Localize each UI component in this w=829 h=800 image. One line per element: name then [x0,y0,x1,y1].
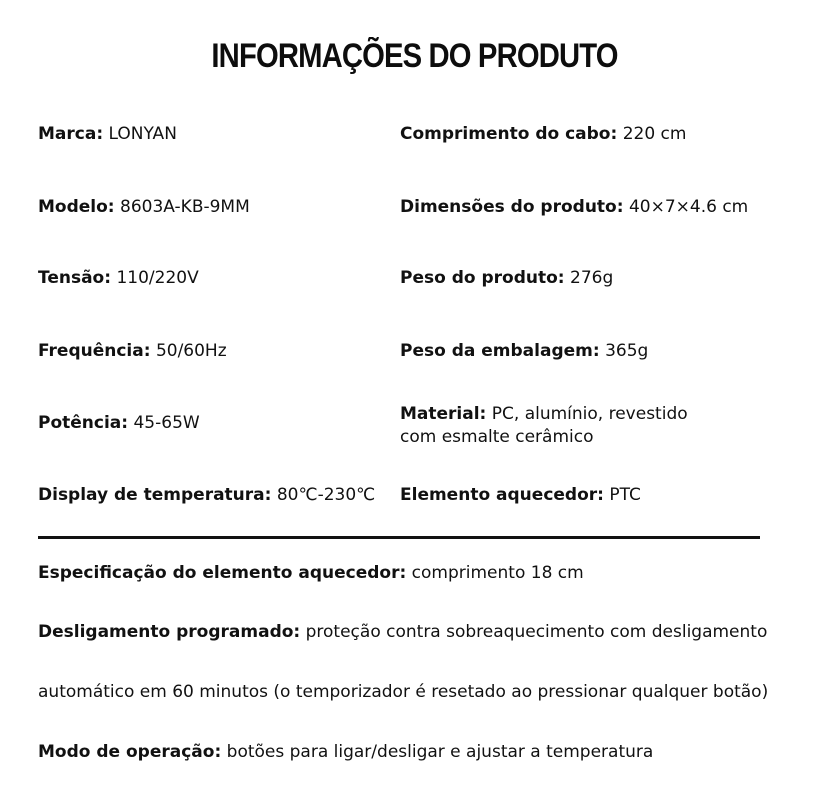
spec-cable-length [400,123,686,146]
spec-label: Elemento aquecedor: [400,485,604,505]
spec-value: 276g [570,268,614,288]
spec-label: Frequência: [38,341,151,361]
spec-label: Marca: [38,124,104,144]
spec-label: Display de temperatura: [38,485,272,505]
spec-value: 110/220V [116,268,199,288]
detail-programmed-shutdown [38,621,767,644]
spec-label: Peso da embalagem: [400,341,600,361]
detail-value: comprimento 18 cm [411,563,584,583]
spec-product-weight [400,267,613,290]
spec-value: PTC [609,485,641,505]
detail-value: proteção contra sobreaquecimento com desligamento [305,622,768,642]
spec-package-weight [400,340,648,363]
detail-heating-element-spec [38,562,584,585]
spec-value: 220 cm [622,124,687,144]
spec-value-continued: com esmalte cerâmico [400,427,594,447]
spec-value: 45-65W [133,413,200,433]
spec-material [400,403,688,449]
spec-voltage [38,267,199,290]
detail-value: automático em 60 minutos (o temporizador é resetado ao pressionar qualquer botão) [38,682,769,702]
spec-value: 8603A-KB-9MM [120,197,250,217]
spec-power [38,412,200,435]
spec-value: 50/60Hz [155,341,227,361]
spec-value: 365g [605,341,649,361]
spec-dimensions [400,196,748,219]
spec-model [38,196,250,219]
spec-label: Material: [400,404,487,424]
spec-heating-element [400,484,641,507]
spec-label: Dimensões do produto: [400,197,624,217]
spec-value: 80℃-230℃ [276,485,376,505]
spec-label: Potência: [38,413,129,433]
spec-value: 40×7×4.6 cm [628,197,749,217]
detail-label: Especificação do elemento aquecedor: [38,563,407,583]
spec-label: Peso do produto: [400,268,565,288]
section-divider [38,536,760,539]
spec-label: Modelo: [38,197,115,217]
spec-value: PC, alumínio, revestido [491,404,688,424]
detail-label: Desligamento programado: [38,622,301,642]
spec-frequency [38,340,227,363]
spec-label: Comprimento do cabo: [400,124,618,144]
spec-value: LONYAN [108,124,177,144]
spec-label: Tensão: [38,268,112,288]
detail-programmed-shutdown-continued [38,681,768,704]
detail-label: Modo de operação: [38,742,222,762]
detail-operation-mode [38,741,653,764]
detail-value: botões para ligar/desligar e ajustar a temperatura [226,742,654,762]
page-title: INFORMAÇÕES DO PRODUTO [211,37,618,75]
spec-brand [38,123,177,146]
spec-temperature-display [38,484,375,507]
